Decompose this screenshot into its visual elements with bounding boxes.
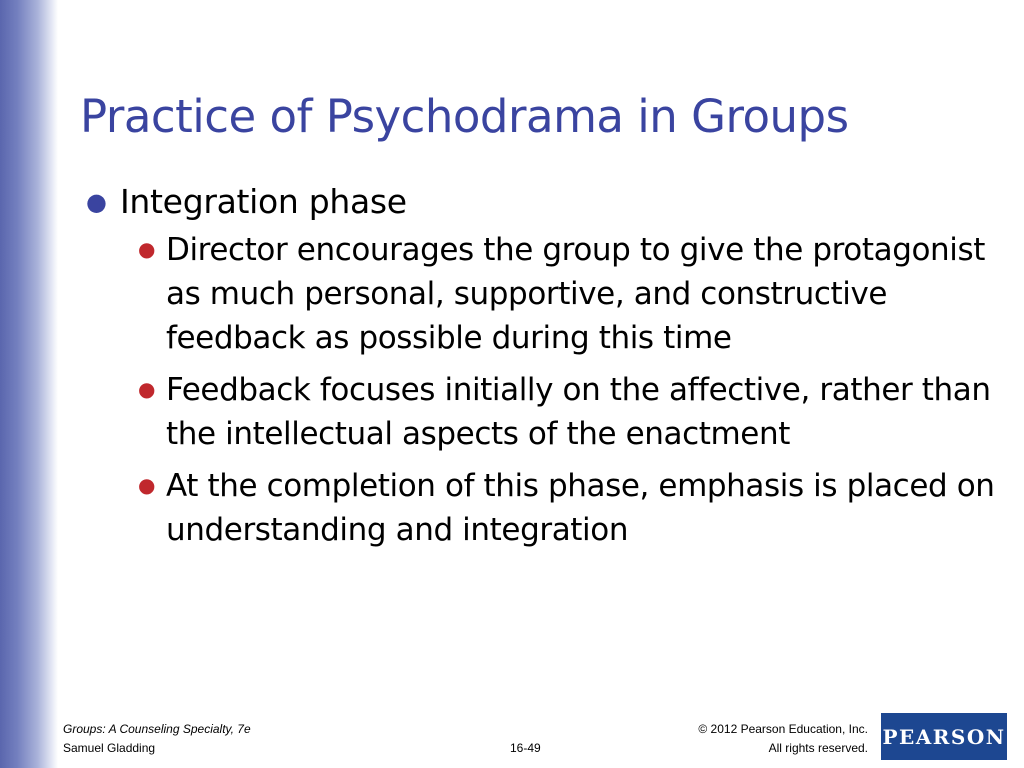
footer-book-title: Groups: A Counseling Specialty, 7e: [63, 722, 251, 736]
footer-copyright: [698, 720, 868, 758]
slide-content: [80, 180, 1010, 560]
footer-citation: [63, 720, 251, 758]
footer-copyright-line: © 2012 Pearson Education, Inc.: [698, 722, 868, 736]
bullet-level1: [80, 180, 1010, 224]
footer-page-number: 16-49: [510, 741, 541, 755]
bullet-level1-text: Integration phase: [120, 182, 407, 221]
bullet-dot-icon: ●: [86, 188, 107, 216]
footer-author: Samuel Gladding: [63, 741, 156, 755]
sub-bullet-text: Feedback focuses initially on the affective, rather than the intellectual aspects of the enactment: [166, 372, 991, 452]
sub-bullet-text: At the completion of this phase, emphasis is placed on understanding and integration: [166, 468, 995, 548]
sub-bullet-dot-icon: ●: [138, 377, 156, 401]
sub-bullet: [80, 228, 1010, 360]
sub-bullet-list: [80, 228, 1010, 552]
sub-bullet: [80, 464, 1010, 552]
sub-bullet-text: Director encourages the group to give the protagonist as much personal, supportive, and constructive feedback as possible during this time: [166, 232, 986, 356]
sub-bullet-dot-icon: ●: [138, 237, 156, 261]
pearson-logo: [881, 713, 1007, 760]
sub-bullet-dot-icon: ●: [138, 473, 156, 497]
side-gradient-stripe: [0, 0, 58, 768]
pearson-logo-text: PEARSON: [882, 724, 1006, 749]
slide-title: Practice of Psychodrama in Groups: [80, 90, 849, 143]
footer-rights-line: All rights reserved.: [768, 741, 868, 755]
sub-bullet: [80, 368, 1010, 456]
